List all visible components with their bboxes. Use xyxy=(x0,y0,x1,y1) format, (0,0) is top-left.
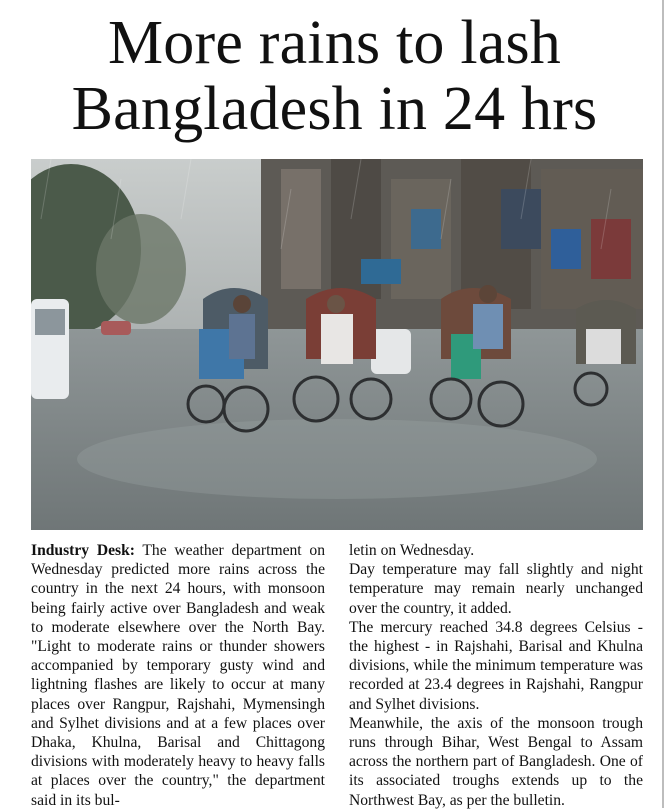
paragraph-4: Meanwhile, the axis of the monsoon trough runs through Bihar, West Bengal to Assam across the northern part of Bangladesh. One of its associated troughs extends up to the Northwest Bay, as per the bulletin. xyxy=(349,714,643,809)
news-photo-rainy-street-rickshaws xyxy=(31,159,643,530)
lead-text: The weather department on Wednesday predicted more rains across the country in the next 24 hours, with monsoon being fairly active over Bangladesh and weak to moderate elsewhere over the North Bay. "Light to moderate rains or thunder showers accompanied by temporary gusty wind and lightning flashes are likely to occur at many places over Rangpur, Rajshahi, Mymensingh and Sylhet divisions and at a few places over Dhaka, Khulna, Barisal and Chittagong divisions with moderately heavy to heavy falls at places over the country," the department said in its bul- xyxy=(31,542,325,809)
paragraph-2: Day temperature may fall slightly and night temperature may remain nearly unchanged over the country, it added. xyxy=(349,561,643,617)
lead-paragraph xyxy=(31,541,325,810)
headline-line-2: Bangladesh in 24 hrs xyxy=(71,75,598,143)
article-column-right xyxy=(349,541,643,810)
headline xyxy=(0,10,669,142)
article-column-left xyxy=(31,541,325,810)
headline-line-1: More rains to lash xyxy=(107,9,561,77)
paragraph-3: The mercury reached 34.8 degrees Celsius - the highest - in Rajshahi, Barisal and Khulna divisions, while the minimum temperature was recorded at 23.4 degrees in Rajshahi, Rangpur and Sylhet divisions. xyxy=(349,618,643,713)
byline: Industry Desk: xyxy=(31,542,135,559)
continued-paragraph: letin on Wednesday. xyxy=(349,542,475,559)
